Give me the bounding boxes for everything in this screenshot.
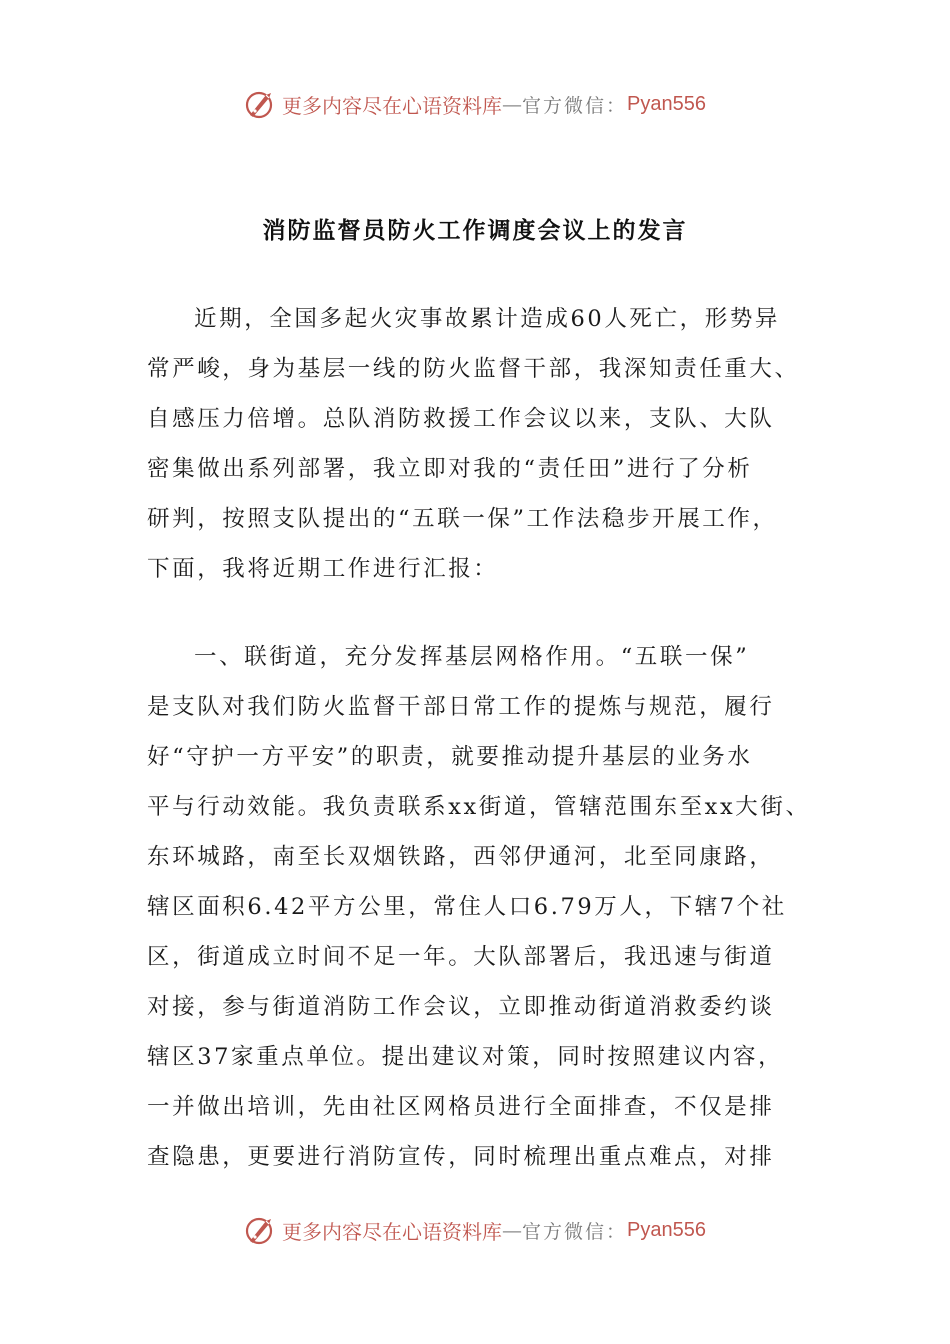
document-title: 消防监督员防火工作调度会议上的发言 xyxy=(262,218,688,244)
text-line: 研判，按照支队提出的“五联一保”工作法稳步开展工作， xyxy=(147,506,778,532)
text-line: 密集做出系列部署，我立即对我的“责任田”进行了分析 xyxy=(147,456,753,482)
document-body xyxy=(147,294,827,1182)
text-line: 是支队对我们防火监督干部日常工作的提炼与规范，履行 xyxy=(147,694,775,720)
text-line: 对接，参与街道消防工作会议，立即推动街道消救委约谈 xyxy=(147,994,775,1020)
text-line: 下面，我将近期工作进行汇报： xyxy=(147,556,499,582)
text-line: 好“守护一方平安”的职责，就要推动提升基层的业务水 xyxy=(147,744,753,770)
paragraph xyxy=(147,632,827,1182)
footer-banner xyxy=(0,1210,950,1250)
text-line: 查隐患，更要进行消防宣传，同时梳理出重点难点，对排 xyxy=(147,1144,775,1170)
text-line: 东环城路，南至长双烟铁路，西邻伊通河，北至同康路， xyxy=(147,844,775,870)
text-line: 近期，全国多起火灾事故累计造成60人死亡，形势异 xyxy=(194,306,781,332)
banner-wechat-id: Pyan556 xyxy=(627,92,706,115)
header-banner xyxy=(0,84,950,124)
banner-separator: — xyxy=(502,92,522,116)
banner-site-name: 更多内容尽在心语资料库 xyxy=(282,1219,502,1244)
banner-site-name: 更多内容尽在心语资料库 xyxy=(282,93,502,118)
paragraph xyxy=(147,294,827,594)
banner-wechat-label: 官方微信： xyxy=(522,94,628,117)
banner-separator: — xyxy=(502,1218,522,1242)
text-line: 平与行动效能。我负责联系xx街道，管辖范围东至xx大街、 xyxy=(147,794,811,820)
banner-wechat-label: 官方微信： xyxy=(522,1220,628,1243)
pen-logo-icon xyxy=(244,1213,278,1247)
text-line: 自感压力倍增。总队消防救援工作会议以来，支队、大队 xyxy=(147,406,775,432)
banner-wechat-id: Pyan556 xyxy=(627,1218,706,1241)
text-line: 一、联街道，充分发挥基层网格作用。“五联一保” xyxy=(194,644,750,670)
text-line: 常严峻，身为基层一线的防火监督干部，我深知责任重大、 xyxy=(147,356,800,382)
text-line: 区，街道成立时间不足一年。大队部署后，我迅速与街道 xyxy=(147,944,775,970)
text-line: 一并做出培训，先由社区网格员进行全面排查，不仅是排 xyxy=(147,1094,775,1120)
text-line: 辖区面积6.42平方公里，常住人口6.79万人，下辖7个社 xyxy=(147,894,787,920)
pen-logo-icon xyxy=(244,87,278,121)
text-line: 辖区37家重点单位。提出建议对策，同时按照建议内容， xyxy=(147,1044,784,1070)
